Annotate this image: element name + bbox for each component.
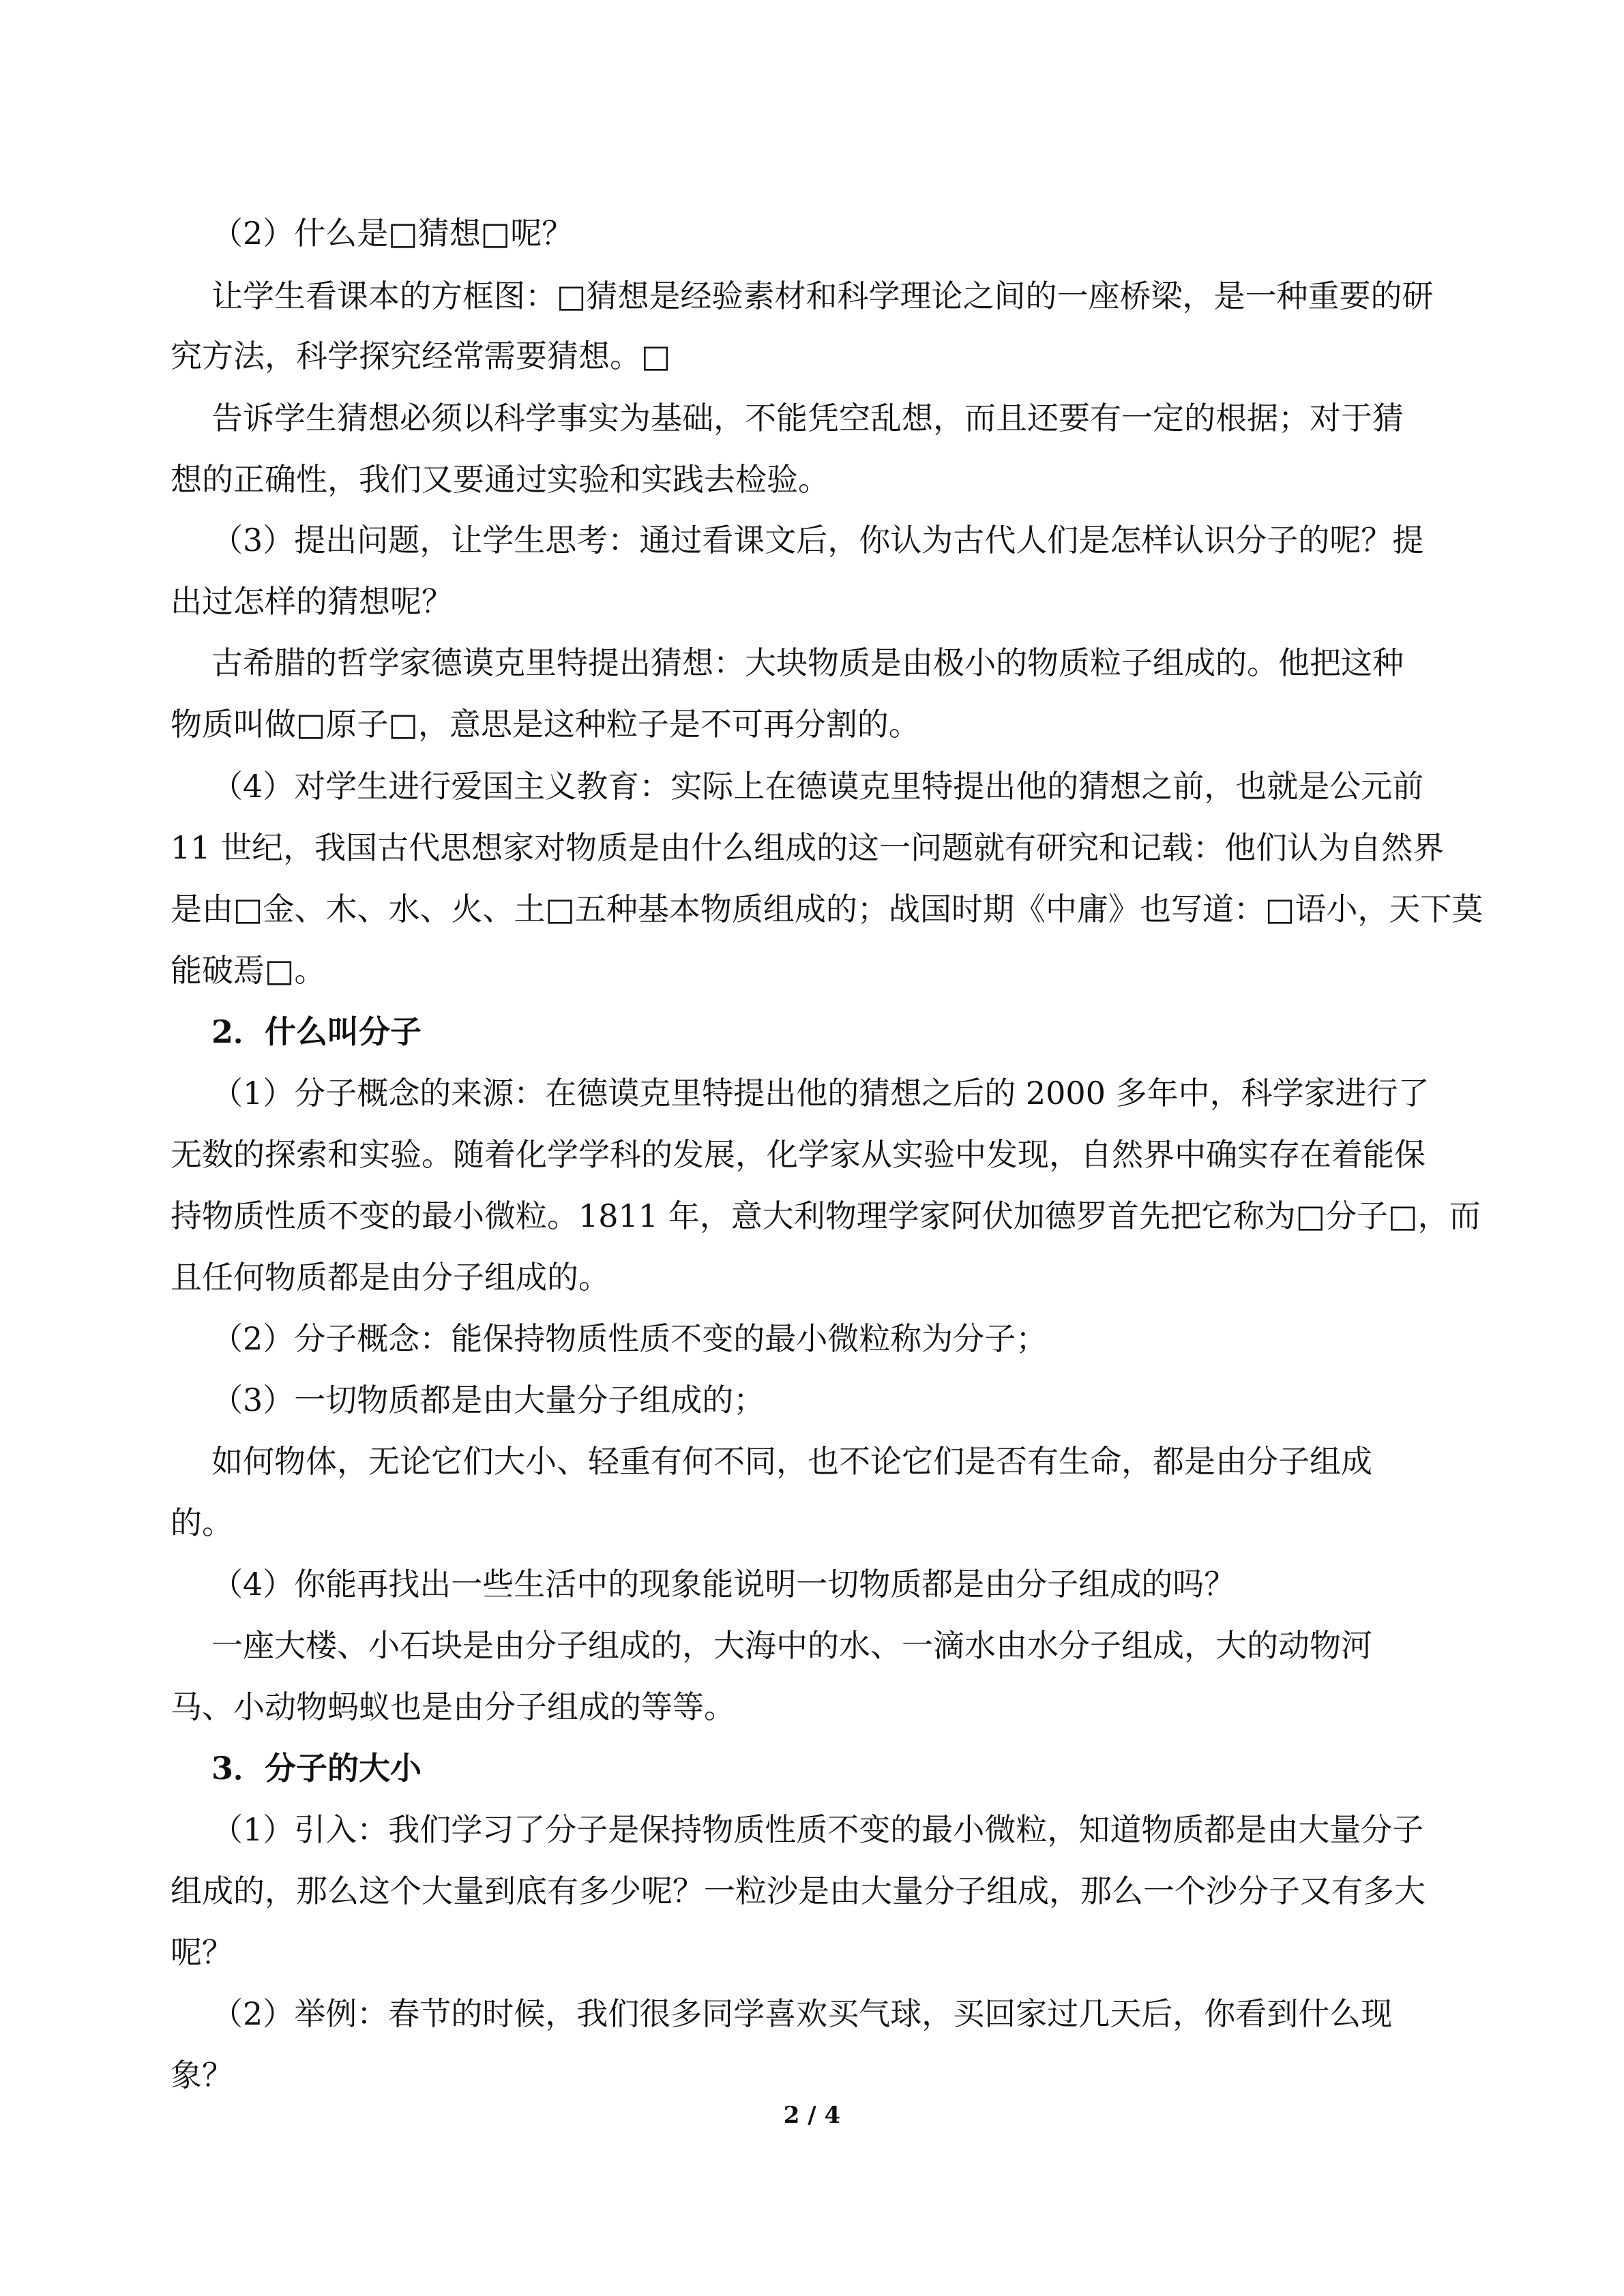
paragraph-text: 呢？ xyxy=(171,1934,233,1971)
paragraph-text: 一座大楼、小石块是由分子组成的，大海中的水、一滴水由水分子组成，大的动物河 xyxy=(211,1627,1372,1664)
paragraph-text: 象？ xyxy=(171,2057,233,2093)
paragraph-text: 能破焉□。 xyxy=(171,952,326,989)
paragraph-text: 如何物体，无论它们大小、轻重有何不同，也不论它们是否有生命，都是由分子组成 xyxy=(211,1443,1372,1480)
paragraph-text: 物质叫做□原子□，意思是这种粒子是不可再分割的。 xyxy=(171,706,920,743)
paragraph-text: 究方法，科学探究经常需要猜想。□ xyxy=(171,338,671,374)
paragraph-text: （4）对学生进行爱国主义教育：实际上在德谟克里特提出他的猜想之前，也就是公元前 xyxy=(211,768,1424,805)
page-number: 2 / 4 xyxy=(783,2102,841,2129)
paragraph-text: 的。 xyxy=(171,1504,233,1541)
paragraph-text: 且任何物质都是由分子组成的。 xyxy=(171,1259,610,1296)
paragraph-text: 无数的探索和实验。随着化学学科的发展，化学家从实验中发现，自然界中确实存在着能保 xyxy=(171,1136,1426,1173)
paragraph-text: 11 世纪，我国古代思想家对物质是由什么组成的这一问题就有研究和记载：他们认为自然界 xyxy=(171,829,1445,866)
paragraph-text: 古希腊的哲学家德谟克里特提出猜想：大块物质是由极小的物质粒子组成的。他把这种 xyxy=(211,644,1404,681)
paragraph-text: 想的正确性，我们又要通过实验和实践去检验。 xyxy=(171,461,829,498)
paragraph-text: （4）你能再找出一些生活中的现象能说明一切物质都是由分子组成的吗？ xyxy=(211,1566,1236,1602)
paragraph-text: 是由□金、木、水、火、土□五种基本物质组成的；战国时期《中庸》也写道：□语小，天下莫 xyxy=(171,891,1483,927)
paragraph-text: （3）提出问题，让学生思考：通过看课文后，你认为古代人们是怎样认识分子的呢？提 xyxy=(211,522,1424,558)
paragraph-text: （3）一切物质都是由大量分子组成的； xyxy=(211,1382,765,1418)
paragraph-text: 组成的，那么这个大量到底有多少呢？一粒沙是由大量分子组成，那么一个沙分子又有多大 xyxy=(171,1873,1426,1909)
paragraph-text: 马、小动物蚂蚁也是由分子组成的等等。 xyxy=(171,1688,735,1725)
section-heading-text: 2．什么叫分子 xyxy=(211,1013,422,1050)
paragraph-text: （2）举例：春节的时候，我们很多同学喜欢买气球，买回家过几天后，你看到什么现 xyxy=(211,1995,1393,2032)
paragraph-text: （1）引入：我们学习了分子是保持物质性质不变的最小微粒，知道物质都是由大量分子 xyxy=(211,1811,1424,1848)
paragraph-text: 持物质性质不变的最小微粒。1811 年，意大利物理学家阿伏加德罗首先把它称为□分子□，而 xyxy=(171,1197,1481,1234)
paragraph-text: 让学生看课本的方框图：□猜想是经验素材和科学理论之间的一座桥梁，是一种重要的研 xyxy=(211,278,1434,314)
paragraph-text: （2）分子概念：能保持物质性质不变的最小微粒称为分子； xyxy=(211,1320,1048,1357)
paragraph-text: 出过怎样的猜想呢？ xyxy=(171,583,453,620)
paragraph-text: （1）分子概念的来源：在德谟克里特提出他的猜想之后的 2000 多年中，科学家进行了 xyxy=(211,1075,1430,1112)
section-heading-text: 3．分子的大小 xyxy=(211,1750,422,1787)
paragraph-text: （2）什么是□猜想□呢？ xyxy=(211,215,574,252)
paragraph-text: 告诉学生猜想必须以科学事实为基础，不能凭空乱想，而且还要有一定的根据；对于猜 xyxy=(211,400,1404,436)
